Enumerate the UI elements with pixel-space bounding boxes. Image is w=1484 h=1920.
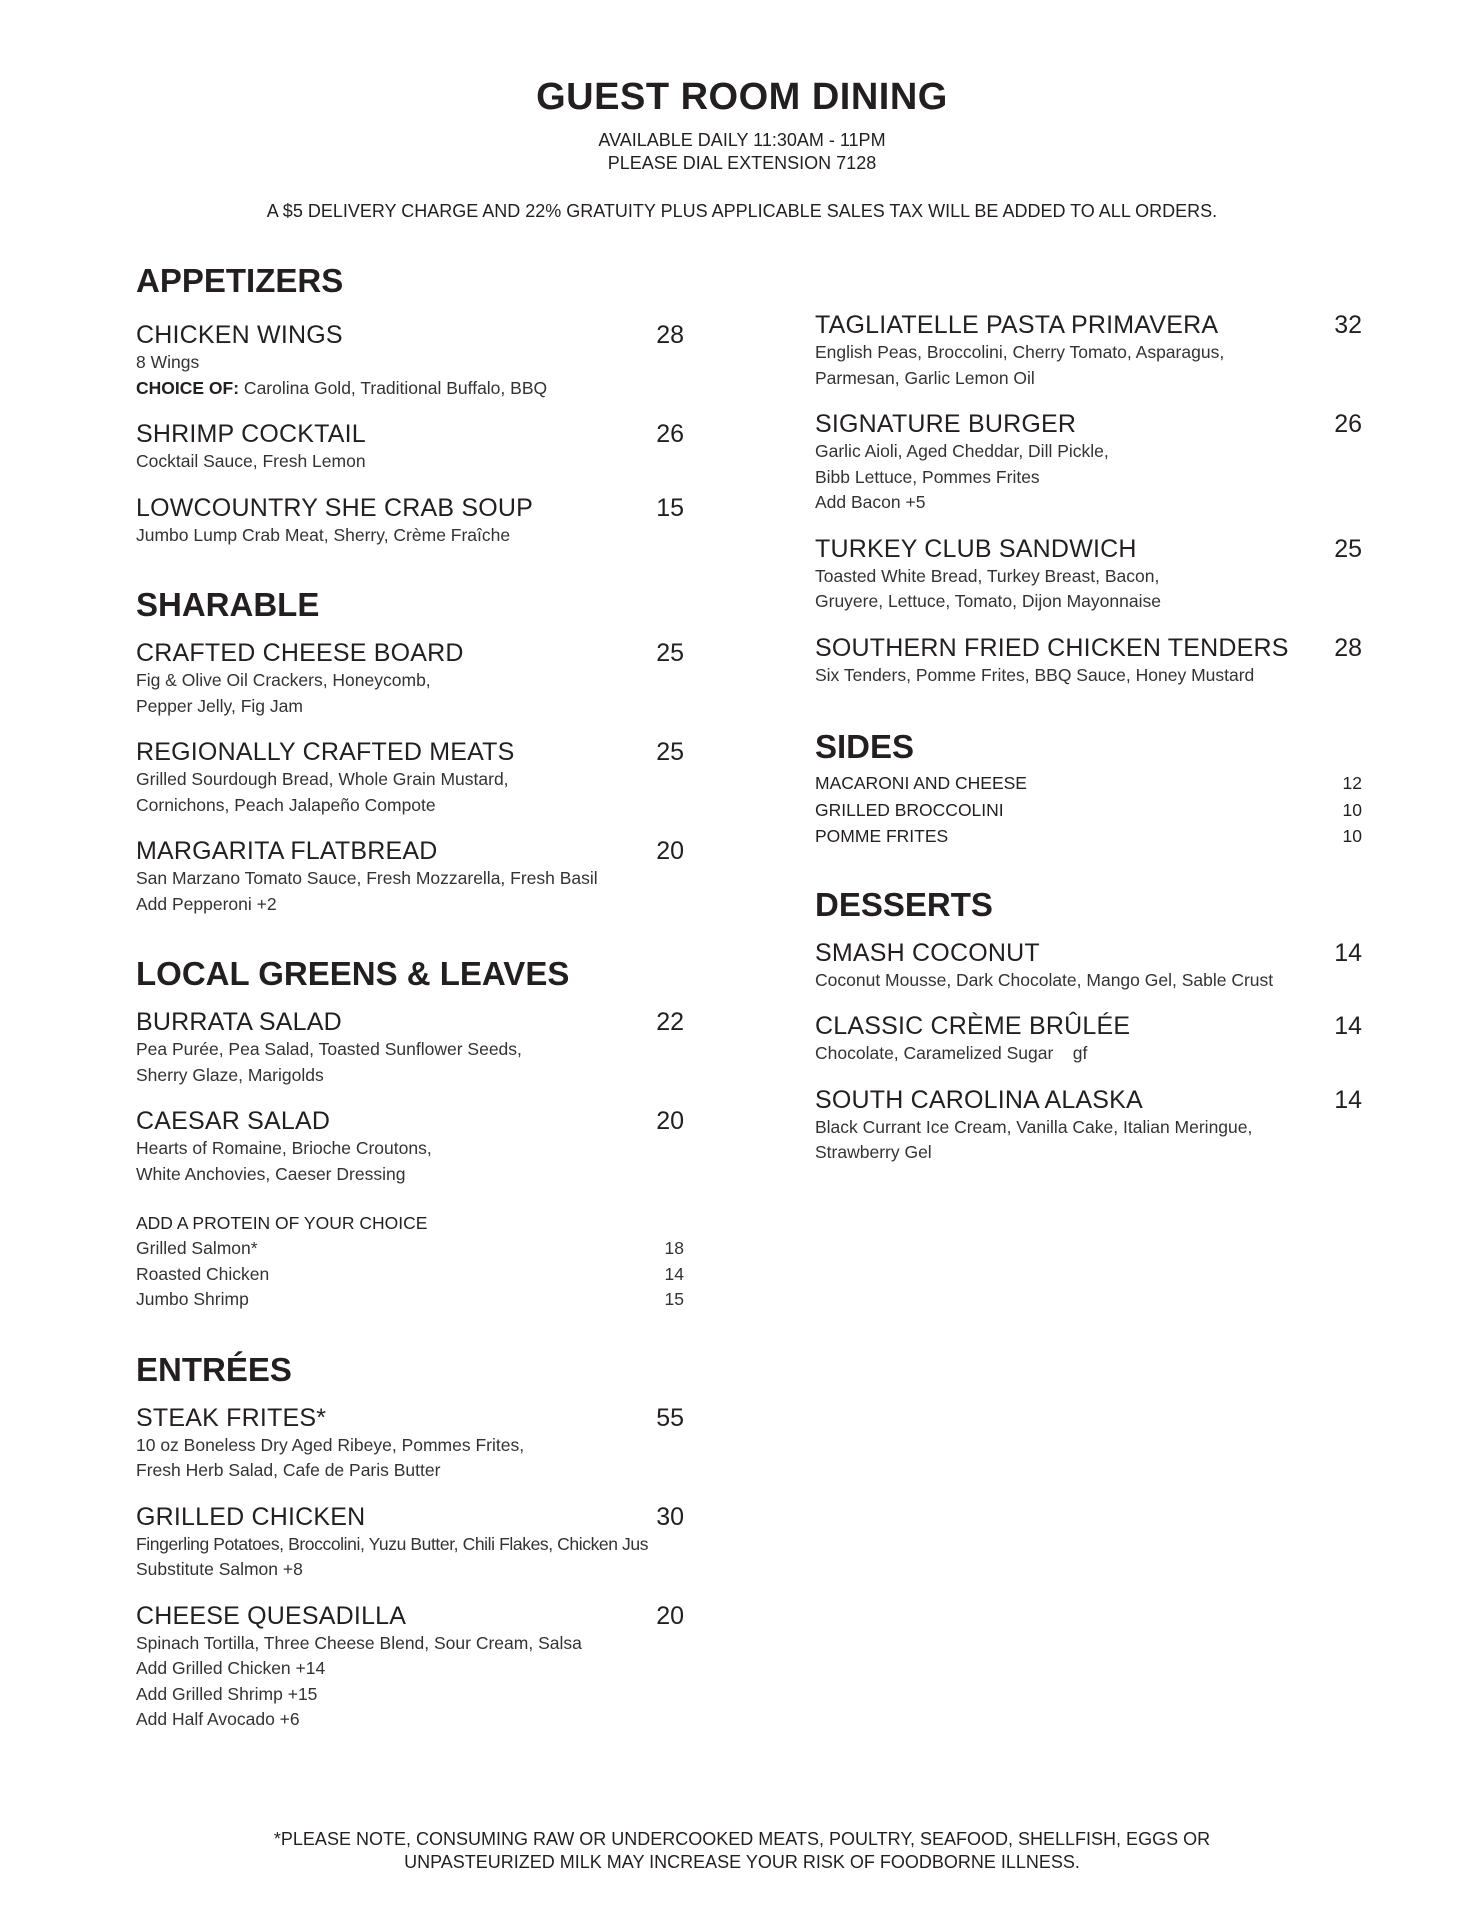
menu-item <box>136 836 684 917</box>
protein-price: 14 <box>664 1263 684 1284</box>
item-description: White Anchovies, Caeser Dressing <box>136 1163 406 1184</box>
menu-item <box>136 419 684 475</box>
menu-item <box>136 493 684 549</box>
item-name: SOUTH CAROLINA ALASKA <box>815 1085 1143 1114</box>
menu-item <box>815 310 1362 391</box>
item-name: SMASH COCONUT <box>815 938 1040 967</box>
item-price: 14 <box>1334 938 1362 967</box>
item-description: Chocolate, Caramelized Sugar gf <box>815 1043 1088 1063</box>
section-title: SIDES <box>815 728 915 765</box>
protein-name: Grilled Salmon* <box>136 1238 258 1258</box>
item-name: SHRIMP COCKTAIL <box>136 420 366 448</box>
right-column <box>815 310 1362 1192</box>
protein-name: Roasted Chicken <box>136 1263 270 1284</box>
section-title: LOCAL GREENS & LEAVES <box>136 955 570 992</box>
sides-list <box>815 770 1362 850</box>
item-description: Spinach Tortilla, Three Cheese Blend, Sour Cream, Salsa <box>136 1632 582 1653</box>
section-title: APPETIZERS <box>136 262 344 299</box>
item-price: 14 <box>1334 1012 1362 1040</box>
item-price: 26 <box>1334 410 1362 438</box>
menu-item <box>136 320 684 401</box>
protein-row <box>136 1262 684 1288</box>
section-title: DESSERTS <box>815 885 993 923</box>
item-description: Hearts of Romaine, Brioche Croutons, <box>136 1138 432 1158</box>
item-price: 25 <box>1334 534 1362 563</box>
side-name: GRILLED BROCCOLINI <box>815 799 1004 820</box>
item-name: CHEESE QUESADILLA <box>136 1601 407 1630</box>
disclaimer-line: *PLEASE NOTE, CONSUMING RAW OR UNDERCOOKED MEATS, POULTRY, SEAFOOD, SHELLFISH, EGGS OR <box>273 1829 1211 1849</box>
item-addon: Add Grilled Chicken +14 <box>136 1658 326 1678</box>
item-name: CHICKEN WINGS <box>136 321 343 349</box>
item-price: 20 <box>656 1107 684 1135</box>
menu-item <box>815 534 1362 615</box>
item-price: 28 <box>1334 633 1362 662</box>
desserts-section <box>815 886 1362 1166</box>
item-price: 14 <box>1334 1085 1362 1114</box>
protein-price: 18 <box>664 1238 684 1258</box>
side-name: POMME FRITES <box>815 826 949 846</box>
item-description: Fingerling Potatoes, Broccolini, Yuzu Butter, Chili Flakes, Chicken Jus <box>136 1533 649 1554</box>
item-price: 32 <box>1334 311 1362 339</box>
item-description: Grilled Sourdough Bread, Whole Grain Mustard, <box>136 769 509 789</box>
item-description: Substitute Salmon +8 <box>136 1559 303 1579</box>
side-price: 10 <box>1342 799 1362 820</box>
item-name: SOUTHERN FRIED CHICKEN TENDERS <box>815 633 1289 662</box>
item-name: CRAFTED CHEESE BOARD <box>136 639 464 667</box>
side-row <box>815 797 1362 824</box>
item-description: Sherry Glaze, Marigolds <box>136 1064 324 1085</box>
item-description: Coconut Mousse, Dark Chocolate, Mango Gel, Sable Crust <box>815 969 1274 990</box>
item-name: STEAK FRITES* <box>136 1403 327 1432</box>
item-price: 25 <box>656 738 684 766</box>
hours-text: AVAILABLE DAILY 11:30AM - 11PM <box>598 130 886 150</box>
item-description: Pepper Jelly, Fig Jam <box>136 695 303 716</box>
item-price: 15 <box>656 493 684 522</box>
item-description: Garlic Aioli, Aged Cheddar, Dill Pickle, <box>815 441 1109 461</box>
menu-item <box>815 938 1362 994</box>
mains-section <box>815 310 1362 688</box>
menu-item <box>136 1601 684 1733</box>
item-description: Cornichons, Peach Jalapeño Compote <box>136 794 436 815</box>
item-description: Jumbo Lump Crab Meat, Sherry, Crème Fraîche <box>136 524 511 545</box>
item-name: CLASSIC CRÈME BRÛLÉE <box>815 1012 1131 1040</box>
item-name: MARGARITA FLATBREAD <box>136 837 438 865</box>
choice-text: Carolina Gold, Traditional Buffalo, BBQ <box>239 377 548 398</box>
item-description: Toasted White Bread, Turkey Breast, Bacon, <box>815 565 1160 586</box>
item-name: TAGLIATELLE PASTA PRIMAVERA <box>815 311 1219 339</box>
protein-heading: ADD A PROTEIN OF YOUR CHOICE <box>136 1213 428 1233</box>
item-description: Pea Purée, Pea Salad, Toasted Sunflower Seeds, <box>136 1039 522 1059</box>
side-price: 10 <box>1342 826 1362 846</box>
item-price: 25 <box>656 639 684 667</box>
protein-name: Jumbo Shrimp <box>136 1289 249 1309</box>
protein-price: 15 <box>664 1289 684 1309</box>
menu-item <box>136 638 684 719</box>
item-description: Add Pepperoni +2 <box>136 893 277 914</box>
protein-row <box>136 1236 684 1262</box>
side-name: MACARONI AND CHEESE <box>815 773 1027 793</box>
item-addon: Add Bacon +5 <box>815 492 926 512</box>
item-name: CAESAR SALAD <box>136 1107 331 1135</box>
appetizers-section <box>136 262 684 548</box>
item-description: Parmesan, Garlic Lemon Oil <box>815 367 1035 388</box>
item-description: 10 oz Boneless Dry Aged Ribeye, Pommes Frites, <box>136 1434 525 1455</box>
item-addon: Add Grilled Shrimp +15 <box>136 1683 318 1704</box>
page-title: GUEST ROOM DINING <box>536 76 948 118</box>
greens-section <box>136 955 684 1313</box>
menu-item <box>815 1085 1362 1166</box>
menu-item <box>136 1106 684 1187</box>
menu-item <box>815 1011 1362 1067</box>
menu-item <box>815 633 1362 689</box>
side-row <box>815 823 1362 850</box>
item-description: Gruyere, Lettuce, Tomato, Dijon Mayonnaise <box>815 591 1161 611</box>
item-description: Bibb Lettuce, Pommes Frites <box>815 466 1040 487</box>
item-price: 28 <box>656 321 684 349</box>
item-name: GRILLED CHICKEN <box>136 1502 366 1531</box>
item-name: BURRATA SALAD <box>136 1008 342 1036</box>
side-price: 12 <box>1342 773 1362 793</box>
charge-notice: A $5 DELIVERY CHARGE AND 22% GRATUITY PLUS APPLICABLE SALES TAX WILL BE ADDED TO ALL ORDERS. <box>266 201 1218 221</box>
section-title: ENTRÉES <box>136 1350 292 1388</box>
item-description: Fresh Herb Salad, Cafe de Paris Butter <box>136 1460 441 1480</box>
entrees-section <box>136 1351 684 1733</box>
item-description: English Peas, Broccolini, Cherry Tomato, Asparagus, <box>815 342 1225 362</box>
section-title: SHARABLE <box>136 586 320 623</box>
menu-item <box>815 409 1362 516</box>
item-description: San Marzano Tomato Sauce, Fresh Mozzarella, Fresh Basil <box>136 868 598 888</box>
item-price: 20 <box>656 837 684 865</box>
item-description: 8 Wings <box>136 352 200 372</box>
sides-section <box>815 728 1362 850</box>
item-name: SIGNATURE BURGER <box>815 410 1077 438</box>
health-disclaimer <box>0 1828 1484 1874</box>
protein-row <box>136 1287 684 1313</box>
left-column <box>136 262 684 1759</box>
item-price: 55 <box>656 1403 684 1432</box>
disclaimer-line: UNPASTEURIZED MILK MAY INCREASE YOUR RISK OF FOODBORNE ILLNESS. <box>404 1852 1080 1872</box>
item-description: Strawberry Gel <box>815 1142 932 1162</box>
item-price: 22 <box>656 1008 684 1036</box>
menu-item <box>136 1403 684 1484</box>
item-name: LOWCOUNTRY SHE CRAB SOUP <box>136 493 533 522</box>
item-description: Six Tenders, Pomme Frites, BBQ Sauce, Honey Mustard <box>815 664 1255 685</box>
item-addon: Add Half Avocado +6 <box>136 1709 300 1729</box>
sharable-section <box>136 586 684 917</box>
item-name: TURKEY CLUB SANDWICH <box>815 534 1137 563</box>
menu-item <box>136 737 684 818</box>
item-price: 20 <box>656 1601 684 1630</box>
item-price: 26 <box>656 420 684 448</box>
item-description: Black Currant Ice Cream, Vanilla Cake, Italian Meringue, <box>815 1116 1253 1137</box>
choice-label: CHOICE OF: <box>136 377 240 398</box>
side-row <box>815 770 1362 797</box>
menu-item <box>136 1007 684 1088</box>
item-description: Cocktail Sauce, Fresh Lemon <box>136 451 366 471</box>
item-name: REGIONALLY CRAFTED MEATS <box>136 738 515 766</box>
extension-text: PLEASE DIAL EXTENSION 7128 <box>607 153 877 173</box>
item-price: 30 <box>656 1502 684 1531</box>
menu-item <box>136 1502 684 1583</box>
item-choice <box>136 376 684 402</box>
item-description: Fig & Olive Oil Crackers, Honeycomb, <box>136 670 431 690</box>
